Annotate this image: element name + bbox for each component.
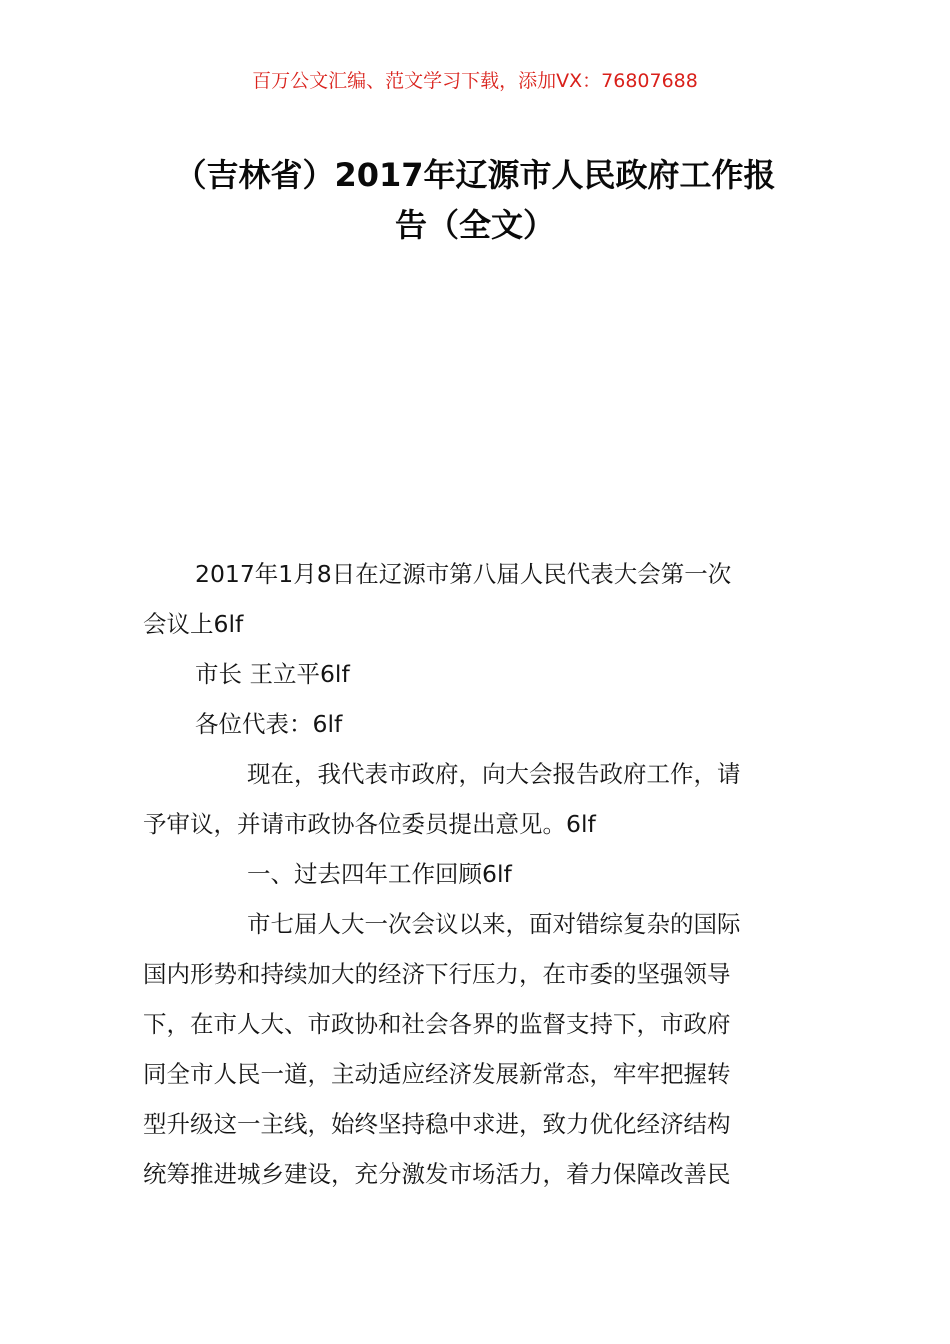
review-line: 下，在市人大、市政协和社会各界的监督支持下，市政府 <box>143 1010 731 1038</box>
intro-line-2: 予审议，并请市政协各位委员提出意见。6lf <box>143 810 596 838</box>
intro-paragraph <box>143 749 807 849</box>
intro-line-1: 现在，我代表市政府，向大会报告政府工作，请 <box>247 760 741 788</box>
date-paragraph <box>143 549 807 649</box>
header-download-note: 百万公文汇编、范文学习下载，添加VX：76807688 <box>252 70 698 92</box>
review-line: 市七届人大一次会议以来，面对错综复杂的国际 <box>247 910 741 938</box>
document-title <box>140 150 810 250</box>
date-line-1: 2017年1月8日在辽源市第八届人民代表大会第一次 <box>195 560 732 588</box>
date-line-2: 会议上6lf <box>143 610 244 638</box>
document-body <box>143 549 807 1199</box>
section-heading-paragraph <box>143 849 807 899</box>
mayor-paragraph <box>143 649 807 699</box>
greeting-line: 各位代表：6lf <box>195 710 343 738</box>
review-line: 统筹推进城乡建设，充分激发市场活力，着力保障改善民 <box>143 1160 731 1188</box>
mayor-line: 市长 王立平6lf <box>195 660 350 688</box>
review-line: 同全市人民一道，主动适应经济发展新常态，牢牢把握转 <box>143 1060 731 1088</box>
section-heading: 一、过去四年工作回顾6lf <box>247 860 512 888</box>
greeting-paragraph <box>143 699 807 749</box>
review-paragraph <box>143 899 807 1199</box>
review-line: 国内形势和持续加大的经济下行压力，在市委的坚强领导 <box>143 960 731 988</box>
document-title-line-1: （吉林省）2017年辽源市人民政府工作报 <box>174 156 776 194</box>
document-title-line-2: 告（全文） <box>394 206 555 244</box>
review-line: 型升级这一主线，始终坚持稳中求进，致力优化经济结构 <box>143 1110 731 1138</box>
